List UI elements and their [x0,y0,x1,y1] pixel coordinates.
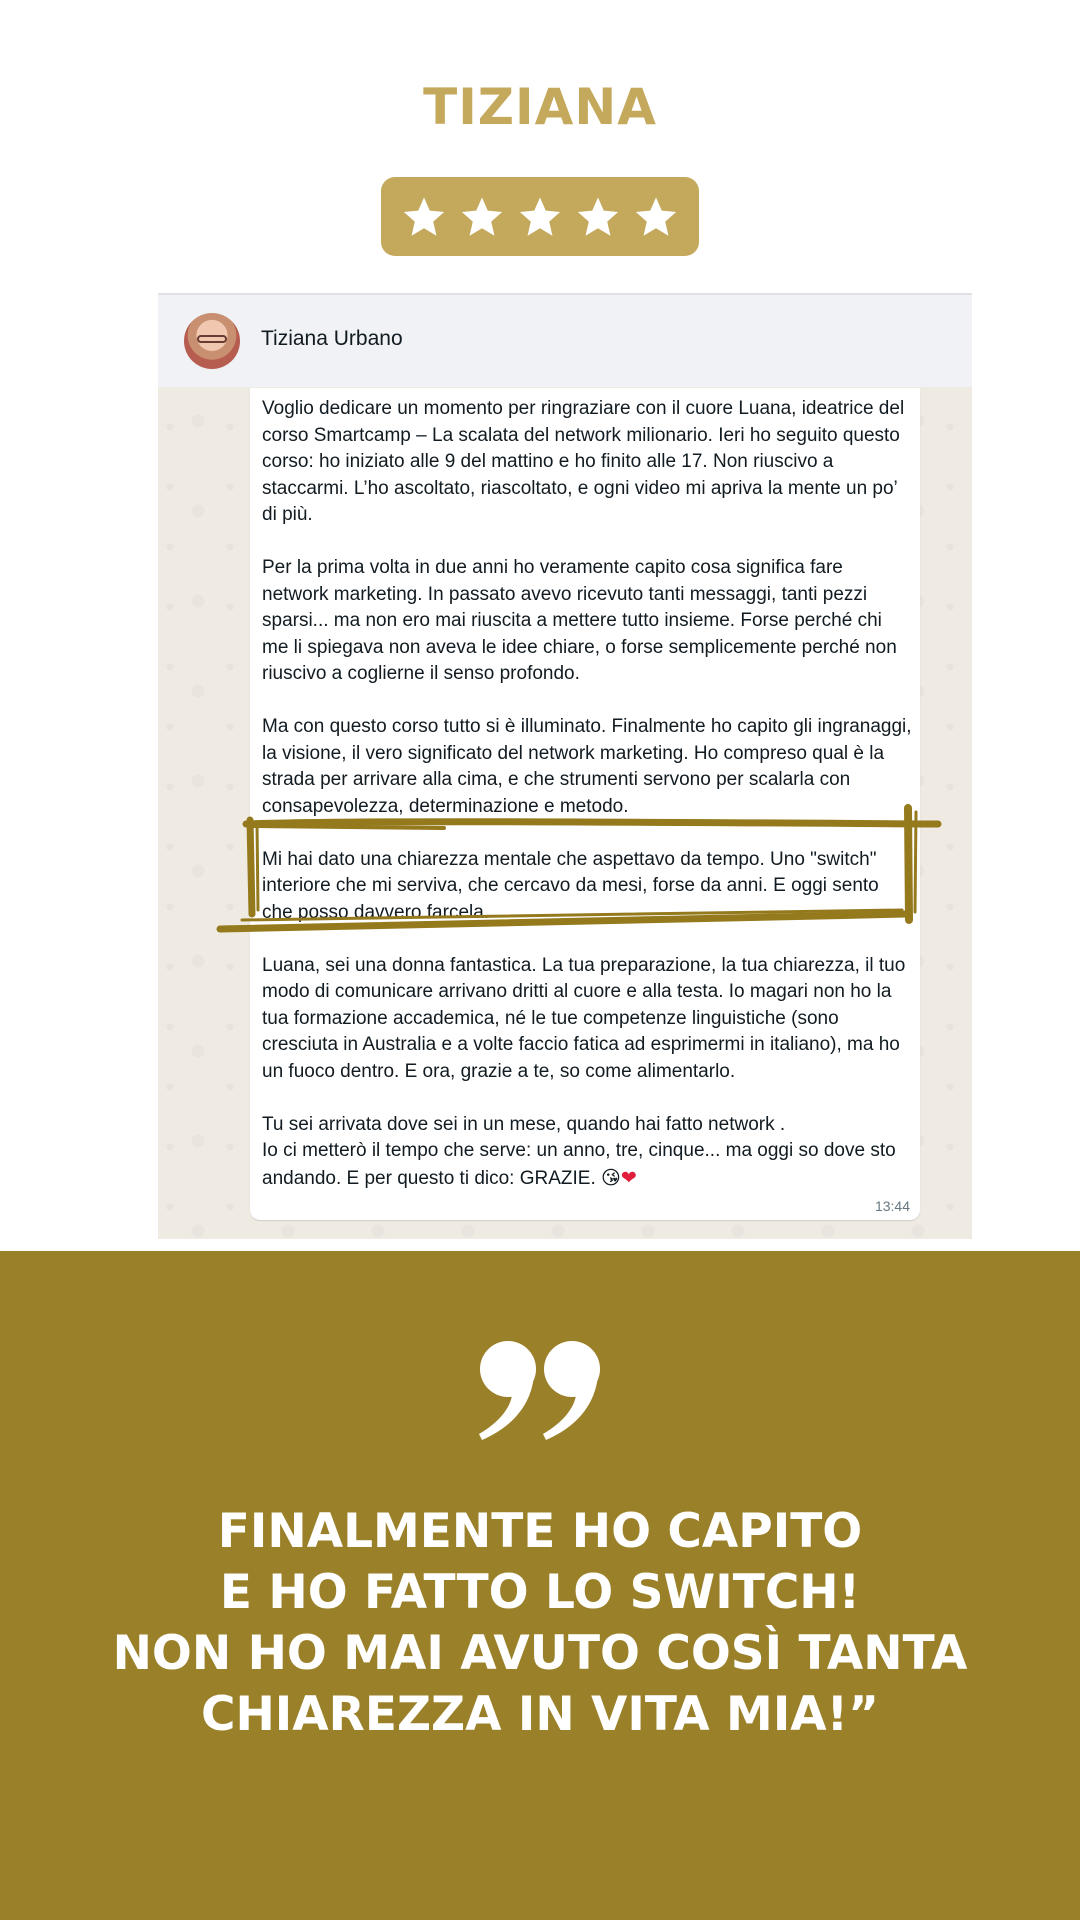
heart-emoji-icon: ❤ [620,1166,637,1189]
chat-screenshot [158,293,972,1239]
chat-header[interactable] [158,295,972,387]
star-icon [633,194,679,240]
message-paragraph: Voglio dedicare un momento per ringraziare con il cuore Luana, ideatrice del corso Smartcamp – La scalata del network milionario. Ieri ho seguito questo corso: ho iniziato alle 9 del mattino e ho finito alle 17. Non riuscivo a staccarmi. L’ho ascoltato, riascoltato, e ogni video mi apriva la mente un po’ di più. [262,398,905,525]
quote-line: FINALMENTE HO CAPITO [217,1504,863,1559]
star-icon [401,194,447,240]
message-timestamp: 13:44 [874,1198,910,1214]
quote-section [0,1251,1080,1920]
avatar[interactable] [184,313,240,369]
quote-line: CHIAREZZA IN VITA MIA!” [200,1687,880,1742]
message-paragraph: Per la prima volta in due anni ho veramente capito cosa significa fare network marketing. In passato avevo ricevuto tanti messaggi, tanti pezzi sparsi... ma non ero mai riuscita a mettere tutto insieme. Forse perché chi me li spiegava non aveva le idee chiare, o forse semplicemente perché non riuscivo a coglierne il senso profondo. [262,557,897,684]
message-paragraph: Luana, sei una donna fantastica. La tua preparazione, la tua chiarezza, il tuo modo di comunicare arrivano dritti al cuore e alla testa. Io magari non ho la tua formazione accademica, né le tue competenze linguistiche (sono cresciuta in Australia e a volte faccio fatica ad esprimermi in italiano), ma ho un fuoco dentro. E ora, grazie a te, so come alimentarlo. [262,954,906,1082]
star-icon [517,194,563,240]
message-paragraph-highlighted: Mi hai dato una chiarezza mentale che aspettavo da tempo. Uno "switch" interiore che mi serviva, che cercavo da mesi, forse da anni. E oggi sento che posso davvero farcela. [262,848,879,923]
quote-text [0,1501,1080,1745]
message-line: Tu sei arrivata dove sei in un mese, quando hai fatto network . [262,1113,786,1135]
star-icon [575,194,621,240]
message-text [262,396,912,1192]
quote-line: E HO FATTO LO SWITCH! [219,1565,861,1620]
message-paragraph-final [262,1112,912,1193]
avatar-glasses [197,335,227,343]
message-paragraph: Ma con questo corso tutto si è illuminato. Finalmente ho capito gli ingranaggi, la visione, il vero significato del network marketing. Ho compreso qual è la strada per arrivare alla cima, e che strumenti servono per scalarla con consapevolezza, determinazione e metodo. [262,716,912,817]
message-bubble [250,388,920,1220]
quote-mark-icon [470,1336,610,1441]
kiss-emoji-icon: 😘 [601,1166,621,1189]
contact-name[interactable]: Tiziana Urbano [261,327,403,350]
star-icon [459,194,505,240]
testimonial-name: TIZIANA [423,78,657,136]
rating-badge [381,177,699,256]
message-line: Io ci metterò il tempo che serve: un anno, tre, cinque... ma oggi so dove sto andando. E per questo ti dico: GRAZIE. [262,1140,896,1189]
quote-line: NON HO MAI AVUTO COSÌ TANTA [112,1626,968,1681]
